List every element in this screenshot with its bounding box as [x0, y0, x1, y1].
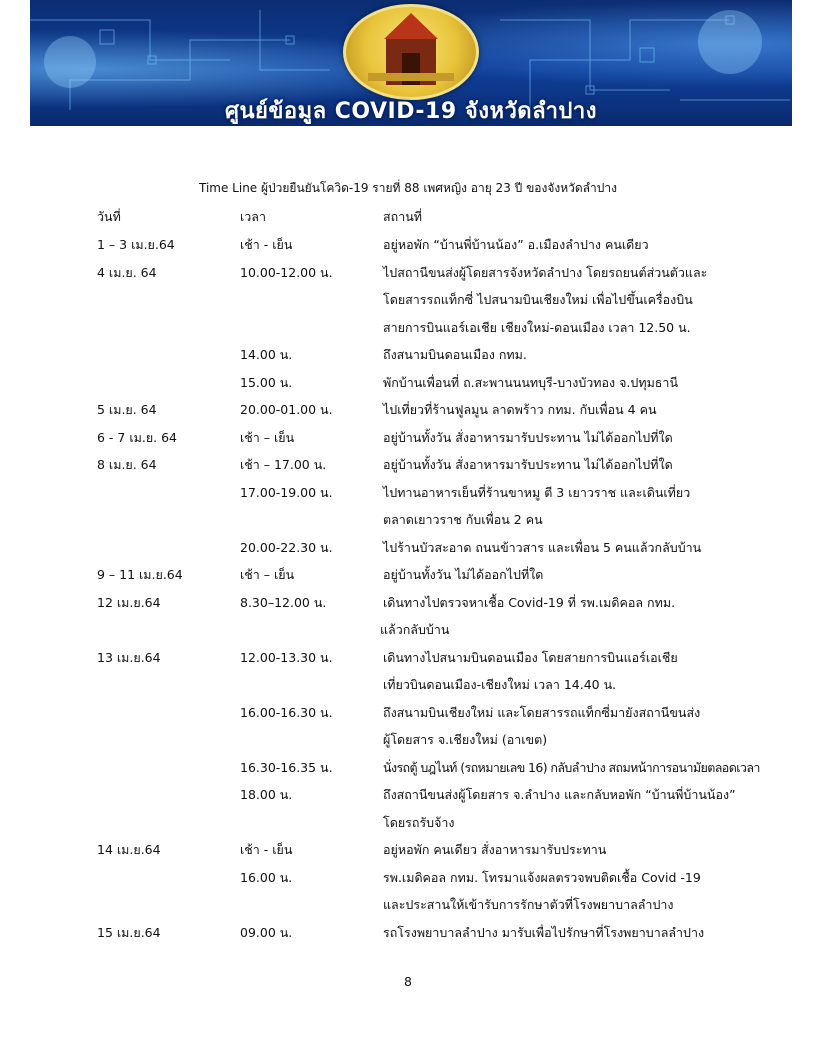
row-place: เดินทางไปสนามบินดอนเมือง โดยสายการบินแอร์เอเชีย: [383, 650, 678, 665]
page-number: 8: [404, 974, 412, 989]
row-place: รพ.เมดิคอล กทม. โทรมาแจ้งผลตรวจพบติดเชื้อ Covid -19: [383, 870, 701, 885]
header-banner: [30, 0, 792, 126]
row-date: 15 เม.ย.64: [97, 925, 161, 940]
row-date: 12 เม.ย.64: [97, 595, 161, 610]
document-title: Time Line ผู้ป่วยยืนยันโควิด-19 รายที่ 88 เพศหญิง อายุ 23 ปี ของจังหวัดลำปาง: [199, 181, 617, 195]
header-place: สถานที่: [383, 209, 423, 224]
row-place: อยู่บ้านทั้งวัน สั่งอาหารมารับประทาน ไม่ได้ออกไปที่ใด: [383, 430, 673, 445]
row-time: 17.00-19.00 น.: [240, 485, 333, 500]
row-date: 13 เม.ย.64: [97, 650, 161, 665]
row-time: 16.00-16.30 น.: [240, 705, 333, 720]
row-time: 14.00 น.: [240, 347, 293, 362]
row-place: โดยรถรับจ้าง: [383, 815, 455, 830]
row-place: อยู่หอพัก “บ้านพี่บ้านน้อง” อ.เมืองลำปาง คนเดียว: [383, 237, 649, 252]
row-time: เช้า – 17.00 น.: [240, 457, 327, 472]
row-time: 18.00 น.: [240, 787, 293, 802]
row-time: 20.00-01.00 น.: [240, 402, 333, 417]
row-place: ถึงสนามบินดอนเมือง กทม.: [383, 347, 527, 362]
row-time: 16.30-16.35 น.: [240, 760, 333, 775]
row-date: 14 เม.ย.64: [97, 842, 161, 857]
row-date: 8 เม.ย. 64: [97, 457, 157, 472]
row-place: ไปทานอาหารเย็นที่ร้านขาหมู ตี 3 เยาวราช และเดินเที่ยว: [383, 485, 691, 500]
row-date: 9 – 11 เม.ย.64: [97, 567, 183, 582]
row-place: พักบ้านเพื่อนที่ ถ.สะพานนนทบุรี-บางบัวทอง จ.ปทุมธานี: [383, 375, 679, 390]
row-time: 8.30–12.00 น.: [240, 595, 327, 610]
row-date: 4 เม.ย. 64: [97, 265, 157, 280]
row-place: ไปสถานีขนส่งผู้โดยสารจังหวัดลำปาง โดยรถยนต์ส่วนตัวและ: [383, 265, 708, 280]
banner-title: ศูนย์ข้อมูล COVID-19 จังหวัดลำปาง: [224, 99, 597, 124]
row-place: อยู่บ้านทั้งวัน สั่งอาหารมารับประทาน ไม่ได้ออกไปที่ใด: [383, 457, 673, 472]
row-place: ผู้โดยสาร จ.เชียงใหม่ (อาเขต): [383, 732, 548, 747]
row-place: ตลาดเยาวราช กับเพื่อน 2 คน: [383, 512, 543, 527]
row-place: เที่ยวบินดอนเมือง-เชียงใหม่ เวลา 14.40 น.: [383, 677, 617, 692]
row-time: เช้า – เย็น: [240, 567, 295, 582]
row-place: ถึงสนามบินเชียงใหม่ และโดยสารรถแท็กซี่มายังสถานีขนส่ง: [383, 705, 701, 720]
row-place: สายการบินแอร์เอเชีย เชียงใหม่-ดอนเมือง เวลา 12.50 น.: [383, 320, 691, 335]
row-place: ไปร้านบัวสะอาด ถนนข้าวสาร และเพื่อน 5 คนแล้วกลับบ้าน: [383, 540, 702, 555]
row-date: 1 – 3 เม.ย.64: [97, 237, 175, 252]
header-date: วันที่: [97, 209, 121, 224]
row-place: โดยสารรถแท็กซี่ ไปสนามบินเชียงใหม่ เพื่อไปขึ้นเครื่องบิน: [383, 292, 693, 307]
row-place: นั่งรถตู้ บฎไนท์ (รถหมายเลข 16) กลับลำปาง สถมหน้าการอนามัยตลอดเวลา: [383, 760, 760, 775]
row-time: เช้า – เย็น: [240, 430, 295, 445]
row-time: 09.00 น.: [240, 925, 293, 940]
row-time: 16.00 น.: [240, 870, 293, 885]
row-date: 5 เม.ย. 64: [97, 402, 157, 417]
row-time: 15.00 น.: [240, 375, 293, 390]
row-time: 10.00-12.00 น.: [240, 265, 333, 280]
row-date: 6 - 7 เม.ย. 64: [97, 430, 177, 445]
row-place: อยู่บ้านทั้งวัน ไม่ได้ออกไปที่ใด: [383, 567, 544, 582]
row-place: ไปเที่ยวที่ร้านฟูลมูน ลาดพร้าว กทม. กับเพื่อน 4 คน: [383, 402, 657, 417]
row-time: เช้า - เย็น: [240, 842, 293, 857]
row-place: แล้วกลับบ้าน: [380, 622, 450, 637]
row-time: 20.00-22.30 น.: [240, 540, 333, 555]
row-time: เช้า - เย็น: [240, 237, 293, 252]
row-place: รถโรงพยาบาลลำปาง มารับเพื่อไปรักษาที่โรงพยาบาลลำปาง: [383, 925, 705, 940]
row-place: เดินทางไปตรวจหาเชื้อ Covid-19 ที่ รพ.เมดิคอล กทม.: [383, 595, 676, 610]
row-place: และประสานให้เข้ารับการรักษาตัวที่โรงพยาบาลลำปาง: [383, 897, 674, 912]
row-place: ถึงสถานีขนส่งผู้โดยสาร จ.ลำปาง และกลับหอพัก “บ้านพี่บ้านน้อง”: [383, 787, 736, 802]
province-seal-logo: [343, 4, 479, 100]
row-place: อยู่หอพัก คนเดียว สั่งอาหารมารับประทาน: [383, 842, 607, 857]
header-time: เวลา: [240, 209, 266, 224]
row-time: 12.00-13.30 น.: [240, 650, 333, 665]
